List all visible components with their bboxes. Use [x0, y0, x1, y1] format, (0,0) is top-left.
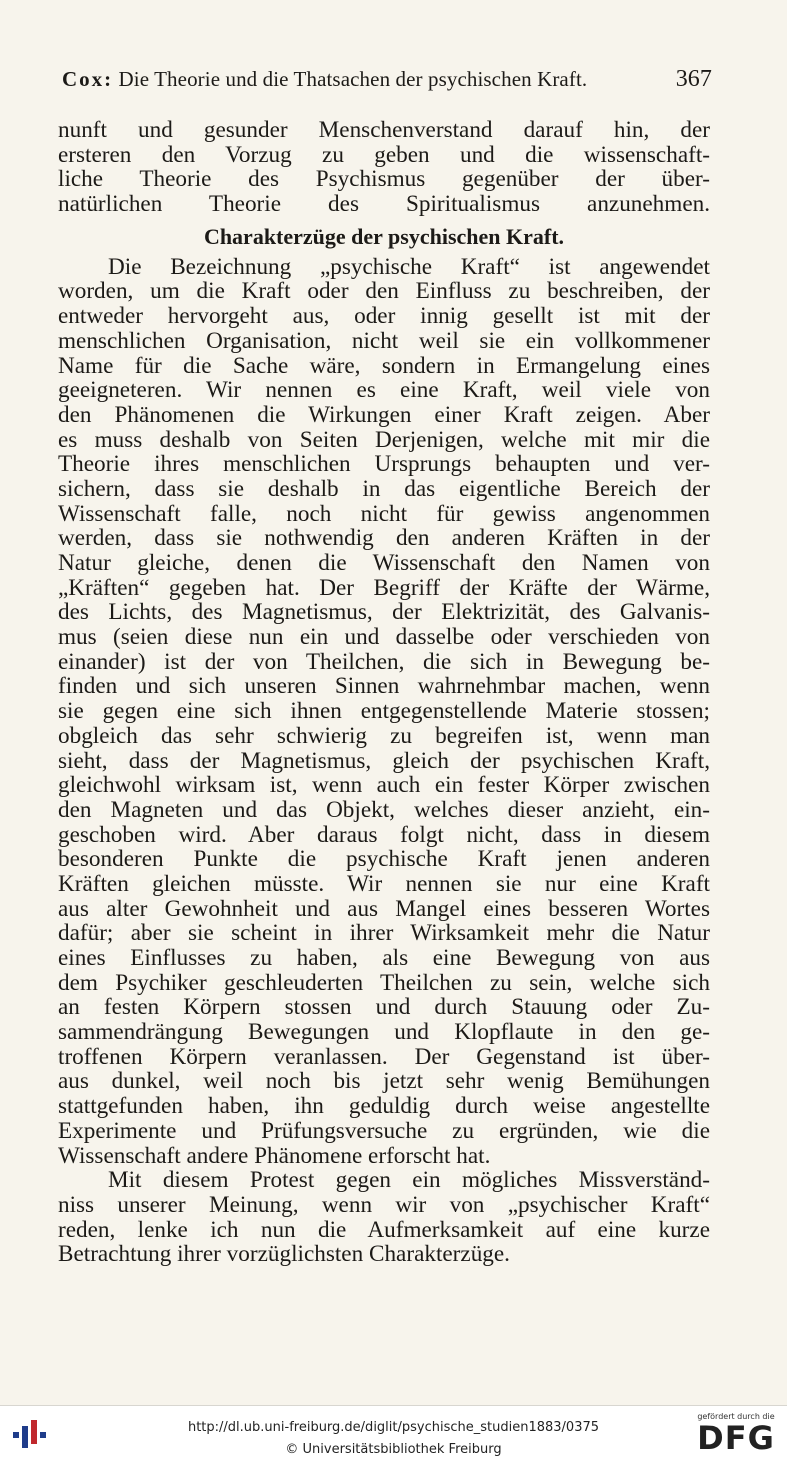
text-line: liche Theorie des Psychismus gegenüber der über-: [58, 166, 710, 193]
text-line: besonderen Punkte die psychische Kraft jenen anderen: [58, 846, 710, 873]
text-line: reden, lenke ich nun die Aufmerksamkeit auf eine kurze: [58, 1216, 710, 1243]
text-line: geschoben wird. Aber daraus folgt nicht, dass in diesem: [58, 821, 710, 848]
copyright-text: © Universitätsbibliothek Freiburg: [285, 1442, 502, 1457]
text-line: niss unserer Meinung, wenn wir von „psychischer Kraft“: [58, 1191, 710, 1218]
text-line: dafür; aber sie scheint in ihrer Wirksamkeit mehr die Natur: [58, 920, 710, 947]
header-title: [62, 67, 587, 92]
text-line: Wissenschaft andere Phänomene erforscht hat.: [58, 1142, 491, 1169]
text-line: den Magneten und das Objekt, welches dieser anzieht, ein-: [58, 796, 710, 823]
text-line: menschlichen Organisation, nicht weil sie ein vollkommener: [58, 327, 710, 354]
dfg-logo-text: DFG: [697, 1419, 775, 1457]
text-line: geeigneteren. Wir nennen es eine Kraft, weil viele von: [58, 377, 710, 404]
text-line: Natur gleiche, denen die Wissenschaft den Namen von: [58, 550, 710, 576]
text-line: aus dunkel, weil noch bis jetzt sehr wenig Bemühungen: [58, 1068, 710, 1095]
text-line: Betrachtung ihrer vorzüglichsten Charakterzüge.: [58, 1241, 510, 1268]
text-line: Die Bezeichnung „psychische Kraft“ ist angewendet: [108, 253, 710, 280]
dfg-tagline: gefördert durch die: [697, 1412, 775, 1421]
header-author: Cox:: [62, 67, 114, 91]
text-line: Wissenschaft falle, noch nicht für gewiss angenommen: [58, 500, 710, 527]
text-line: Experimente und Prüfungsversuche zu ergründen, wie die: [58, 1117, 710, 1144]
text-line: ersteren den Vorzug zu geben und die wissenschaft-: [58, 141, 710, 168]
section-heading: Charakterzüge der psychischen Kraft.: [203, 223, 565, 249]
text-line: worden, um die Kraft oder den Einfluss zu beschreiben, der: [58, 278, 710, 305]
text-line: werden, dass sie nothwendig den anderen Kräften in der: [58, 525, 710, 552]
text-line: an festen Körpern stossen und durch Stauung oder Zu-: [58, 994, 710, 1021]
text-line: es muss deshalb von Seiten Derjenigen, welche mit mir die: [58, 426, 710, 453]
running-header: [62, 66, 712, 93]
text-line: obgleich das sehr schwierig zu begreifen ist, wenn man: [58, 722, 710, 749]
header-title-text: Die Theorie und die Thatsachen der psychischen Kraft.: [118, 67, 588, 91]
text-line: gleichwohl wirksam ist, wenn auch ein fester Körper zwischen: [58, 772, 710, 799]
text-line: nunft und gesunder Menschenverstand darauf hin, der: [58, 117, 710, 143]
text-line: finden und sich unseren Sinnen wahrnehmbar machen, wenn: [58, 673, 710, 700]
text-line: stattgefunden haben, ihn geduldig durch weise angestellte: [58, 1093, 710, 1120]
text-line: mus (seien diese nun ein und dasselbe oder verschieden von: [58, 624, 710, 651]
text-line: natürlichen Theorie des Spiritualismus anzunehmen.: [58, 191, 710, 218]
paragraph-1: [58, 118, 710, 217]
text-line: den Phänomenen die Wirkungen einer Kraft zeigen. Aber: [58, 401, 710, 428]
body-text: [58, 118, 710, 1267]
paragraph-3: [58, 1168, 710, 1267]
source-url-link[interactable]: http://dl.ub.uni-freiburg.de/diglit/psychische_studien1883/0375: [187, 1420, 600, 1435]
text-line: sie gegen eine sich ihnen entgegenstellende Materie stossen;: [58, 698, 710, 725]
dfg-logo: [693, 1412, 779, 1462]
text-line: des Lichts, des Magnetismus, der Elektrizität, des Galvanis-: [58, 599, 710, 626]
text-line: sieht, dass der Magnetismus, gleich der psychischen Kraft,: [58, 747, 710, 774]
text-line: sichern, dass sie deshalb in das eigentliche Bereich der: [58, 475, 710, 502]
text-line: „Kräften“ gegeben hat. Der Begriff der Kräfte der Wärme,: [58, 574, 710, 601]
text-line: eines Einflusses zu haben, als eine Bewegung von aus: [58, 945, 710, 971]
page-number: 367: [675, 66, 712, 92]
text-line: einander) ist der von Theilchen, die sich in Bewegung be-: [58, 648, 710, 675]
text-line: aus alter Gewohnheit und aus Mangel eines besseren Wortes: [58, 895, 710, 922]
footer-bar: [0, 1405, 787, 1466]
text-line: Mit diesem Protest gegen ein mögliches Missverständ-: [108, 1167, 710, 1194]
text-line: Kräften gleichen müsste. Wir nennen sie nur eine Kraft: [58, 870, 710, 897]
text-line: sammendrängung Bewegungen und Klopflaute in den ge-: [58, 1019, 710, 1046]
text-line: dem Psychiker geschleuderten Theilchen zu sein, welche sich: [58, 969, 710, 996]
text-line: entweder hervorgeht aus, oder innig gesellt ist mit der: [58, 303, 710, 330]
text-line: troffenen Körpern veranlassen. Der Gegenstand ist über-: [58, 1043, 710, 1070]
text-line: Name für die Sache wäre, sondern in Ermangelung eines: [58, 352, 710, 379]
text-line: Theorie ihres menschlichen Ursprungs behaupten und ver-: [58, 451, 710, 478]
paragraph-2: [58, 255, 710, 1168]
